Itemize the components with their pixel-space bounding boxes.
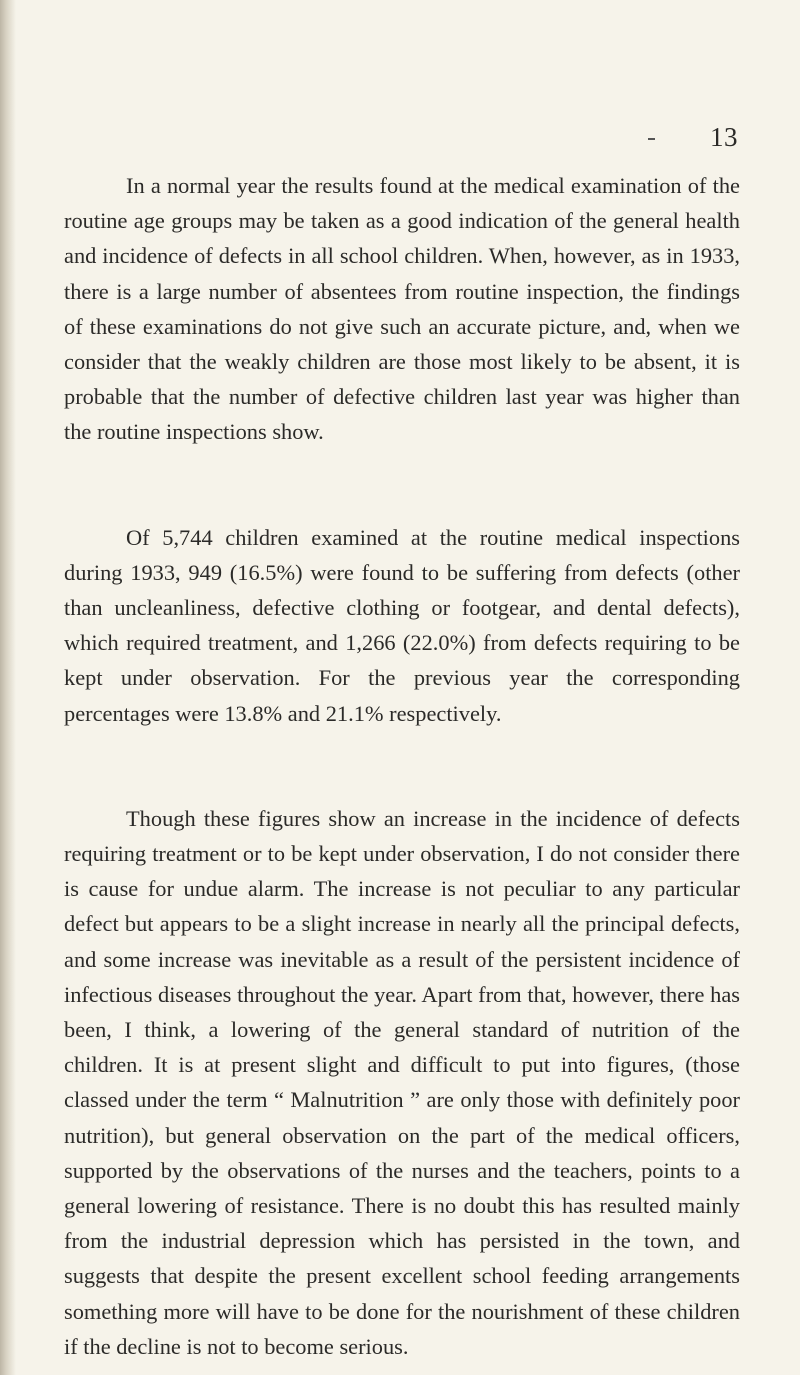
paragraph-inspection-statistics: Of 5,744 children examined at the routine medical inspections during 1933, 949 (16.5%) were found to be suffering from defects (other than uncleanliness, defective clothing or footgear, and dental defects), which required treatment, and 1,266 (22.0%) from defects requiring to be kept under observation. For the previous year the corresponding percentages were 13.8% and 21.1% respectively. <box>64 524 740 726</box>
body-text <box>64 168 740 1364</box>
page-number: 13 <box>710 122 738 152</box>
paragraph-nutrition-observations: Though these figures show an increase in the incidence of defects requiring treatment or to be kept under observation, I do not consider there is cause for undue alarm. The increase is not peculiar to any particular defect but appears to be a slight increase in nearly all the principal defects, and some increase was inevitable as a result of the persistent incidence of infectious diseases throughout the year. Apart from that, however, there has been, I think, a lowering of the general standard of nutrition of the children. It is at present slight and difficult to put into figures, (those classed under the term “ Malnutrition ” are only those with definitely poor nutrition), but general observation on the part of the medical officers, supported by the observations of the nurses and the teachers, points to a general lowering of resistance. There is no doubt this has resulted mainly from the industrial depression which has persisted in the town, and suggests that despite the present excellent school feeding arrangements something more will have to be done for the nourishment of these children if the decline is not to become serious. <box>64 805 740 1359</box>
paragraph-routine-examination: In a normal year the results found at the medical examination of the routine age groups may be taken as a good indication of the general health and incidence of defects in all school children. When, however, as in 1933, there is a large number of absentees from routine inspection, the findings of these examinations do not give such an accurate picture, and, when we consider that the weakly children are those most likely to be absent, it is probable that the number of defective children last year was higher than the routine inspections show. <box>64 173 740 445</box>
dash-mark <box>648 138 655 140</box>
page-edge-shadow <box>0 0 16 1375</box>
